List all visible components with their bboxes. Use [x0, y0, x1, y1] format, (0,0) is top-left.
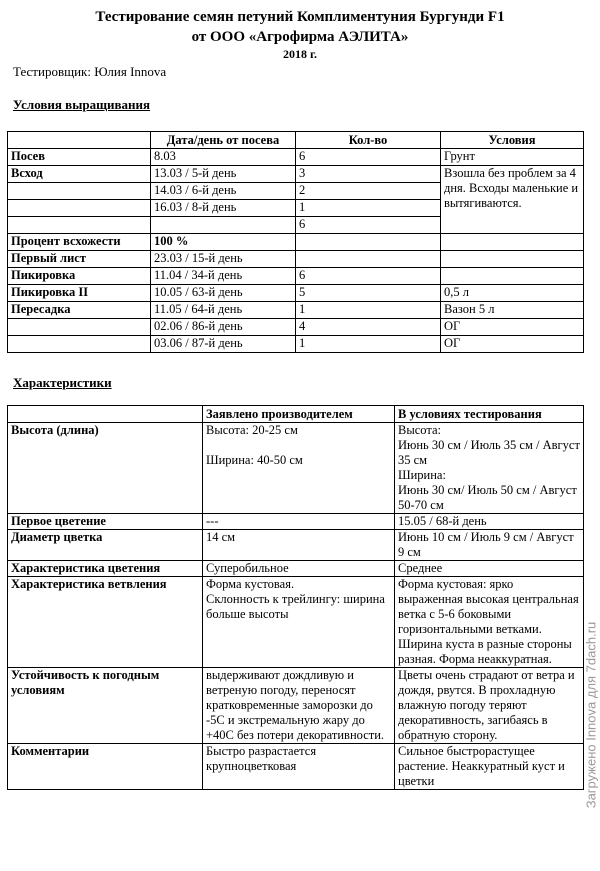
header-cell: Дата/день от посева: [151, 132, 296, 149]
char-name-cell: Характеристика ветвления: [8, 577, 203, 668]
char-declared-cell: Суперобильное: [203, 561, 395, 577]
stage-cell: Пикировка II: [8, 285, 151, 302]
table-row: [8, 234, 584, 251]
char-declared-cell: Высота: 20-25 см Ширина: 40-50 см: [203, 423, 395, 514]
table-row: [8, 577, 584, 668]
stage-cell: Процент всхожести: [8, 234, 151, 251]
table-row: [8, 319, 584, 336]
table-row: [8, 251, 584, 268]
char-declared-cell: 14 см: [203, 530, 395, 561]
growing-section-title: Условия выращивания: [13, 97, 151, 112]
stage-cell: Пикировка: [8, 268, 151, 285]
header-cell: В условиях тестирования: [395, 406, 584, 423]
date-cell: 16.03 / 8-й день: [151, 200, 296, 217]
table-row: [8, 302, 584, 319]
char-name-cell: Комментарии: [8, 744, 203, 790]
date-cell: 03.06 / 87-й день: [151, 336, 296, 353]
qty-cell: 1: [296, 200, 441, 217]
date-cell: [151, 217, 296, 234]
table-row: [8, 285, 584, 302]
cond-cell: Грунт: [441, 149, 584, 166]
table-row: [8, 423, 584, 514]
qty-cell: 6: [296, 217, 441, 234]
cond-cell: [441, 251, 584, 268]
table-row: [8, 268, 584, 285]
char-tested-cell: 15.05 / 68-й день: [395, 514, 584, 530]
qty-cell: 5: [296, 285, 441, 302]
table-header-row: [8, 132, 584, 149]
char-tested-cell: Форма кустовая: ярко выраженная высокая центральная ветка с 5-6 боковыми горизонтальными ветками. Ширина куста в разные стороны разная. Форма неаккуратная.: [395, 577, 584, 668]
qty-cell: [296, 251, 441, 268]
char-declared-cell: ---: [203, 514, 395, 530]
char-name-cell: Диаметр цветка: [8, 530, 203, 561]
header-cell: [8, 406, 203, 423]
date-cell: 10.05 / 63-й день: [151, 285, 296, 302]
stage-cell: Всход: [8, 166, 151, 183]
table-row: [8, 149, 584, 166]
qty-cell: 4: [296, 319, 441, 336]
table-row: [8, 166, 584, 183]
table-header-row: [8, 406, 584, 423]
stage-cell: [8, 183, 151, 200]
qty-cell: [296, 234, 441, 251]
char-tested-cell: Высота: Июнь 30 см / Июль 35 см / Август 35 см Ширина: Июнь 30 см/ Июль 50 см / Август 50-70 см: [395, 423, 584, 514]
watermark: [584, 560, 598, 870]
document-title: Тестирование семян петуний Комплиментуния Бургунди F1: [95, 9, 505, 25]
stage-cell: [8, 217, 151, 234]
stage-cell: [8, 319, 151, 336]
qty-cell: 2: [296, 183, 441, 200]
table-row: [8, 668, 584, 744]
cond-cell: [441, 234, 584, 251]
table-row: [8, 744, 584, 790]
table-row: [8, 336, 584, 353]
char-name-cell: Высота (длина): [8, 423, 203, 514]
date-cell: 11.05 / 64-й день: [151, 302, 296, 319]
char-name-cell: Устойчивость к погодным условиям: [8, 668, 203, 744]
char-name-cell: Характеристика цветения: [8, 561, 203, 577]
qty-cell: 6: [296, 268, 441, 285]
date-cell: 02.06 / 86-й день: [151, 319, 296, 336]
header-cell: Заявлено производителем: [203, 406, 395, 423]
characteristics-table: [7, 405, 584, 790]
tester-name: Тестировщик: Юлия Innova: [13, 64, 167, 79]
qty-cell: 1: [296, 336, 441, 353]
char-declared-cell: Форма кустовая. Склонность к трейлингу: ширина больше высоты: [203, 577, 395, 668]
cond-cell: 0,5 л: [441, 285, 584, 302]
char-declared-cell: выдерживают дождливую и ветреную погоду, переносят кратковременные заморозки до -5С и экстремальную жару до +40С без потери декоративности.: [203, 668, 395, 744]
char-tested-cell: Цветы очень страдают от ветра и дождя, рвутся. В прохладную влажную погоду теряют декоративность, загибаясь в обратную сторону.: [395, 668, 584, 744]
char-name-cell: Первое цветение: [8, 514, 203, 530]
qty-cell: 1: [296, 302, 441, 319]
stage-cell: Пересадка: [8, 302, 151, 319]
stage-cell: [8, 336, 151, 353]
document-year: 2018 г.: [282, 47, 318, 61]
header-cell: Условия: [441, 132, 584, 149]
qty-cell: 6: [296, 149, 441, 166]
header-cell: Кол-во: [296, 132, 441, 149]
characteristics-section-title: Характеристики: [13, 375, 112, 390]
table-row: [8, 561, 584, 577]
stage-cell: Посев: [8, 149, 151, 166]
cond-cell: Вазон 5 л: [441, 302, 584, 319]
cond-cell: [441, 268, 584, 285]
cond-cell: ОГ: [441, 336, 584, 353]
char-declared-cell: Быстро разрастается крупноцветковая: [203, 744, 395, 790]
document-subtitle: от ООО «Агрофирма АЭЛИТА»: [191, 29, 409, 45]
date-cell: 14.03 / 6-й день: [151, 183, 296, 200]
date-cell: 8.03: [151, 149, 296, 166]
date-cell: 11.04 / 34-й день: [151, 268, 296, 285]
date-cell: 13.03 / 5-й день: [151, 166, 296, 183]
table-row: [8, 530, 584, 561]
watermark-text: Загружено Innova для 7dach.ru: [583, 621, 599, 809]
table-row: [8, 514, 584, 530]
header-cell: [8, 132, 151, 149]
growing-table: [7, 131, 584, 353]
date-cell: 23.03 / 15-й день: [151, 251, 296, 268]
char-tested-cell: Июнь 10 см / Июль 9 см / Август 9 см: [395, 530, 584, 561]
stage-cell: [8, 200, 151, 217]
cond-cell: ОГ: [441, 319, 584, 336]
cond-cell: Взошла без проблем за 4 дня. Всходы маленькие и вытягиваются.: [441, 166, 584, 234]
stage-cell: Первый лист: [8, 251, 151, 268]
qty-cell: 3: [296, 166, 441, 183]
char-tested-cell: Сильное быстрорастущее растение. Неаккуратный куст и цветки: [395, 744, 584, 790]
date-cell: 100 %: [151, 234, 296, 251]
char-tested-cell: Среднее: [395, 561, 584, 577]
